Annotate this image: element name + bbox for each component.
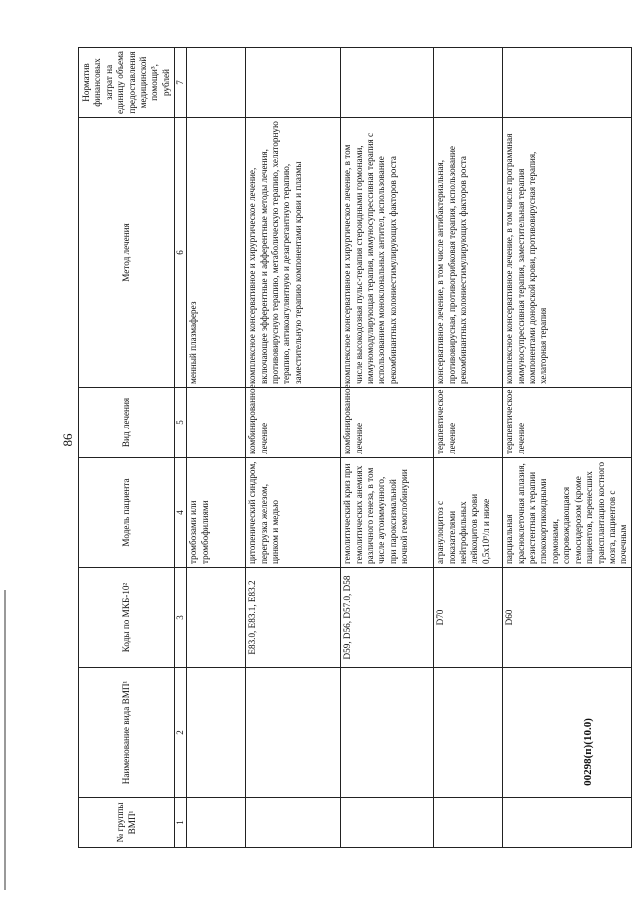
cell-model: гемолитический криз при гемолитических анемиях различного генеза, в том числе аутоиммунного, при пароксизмальной ночной гемоглобинурии — [341, 458, 434, 568]
cell-name — [434, 668, 503, 798]
column-number: 5 — [175, 388, 187, 458]
cell-model: агранулоцитоз с показателями нейтрофильных лейкоцитов крови 0,5х10⁹/л и ниже — [434, 458, 503, 568]
cell-type: терапевтическое лечение — [503, 388, 631, 458]
cell-method: комплексное консервативное лечение, в том числе программная иммуносупрессивная терапия, заместительная терапия компонентами донорской крови, противовирусная терапия, хелаторная терапия — [503, 118, 631, 388]
cell-group — [187, 798, 246, 848]
column-number: 3 — [175, 568, 187, 668]
cell-model: парциальная красноклеточная аплазия, резистентная к терапии глюкокортикоидными гормонами, сопровождающаяся гемосидерозом (кроме пациентов, перенесших трансплантацию костного мозга, пациентов с почечным — [503, 458, 631, 568]
column-number: 4 — [175, 458, 187, 568]
cell-model: цитопенический синдром, перегрузка железом, цинком и медью — [246, 458, 341, 568]
cell-type: комбинированное лечение — [341, 388, 434, 458]
rotated-table-container — [78, 48, 629, 848]
table-row — [341, 48, 434, 848]
footer-code: 00298(п)(10.0) — [582, 718, 594, 786]
header-treatment-method: Метод лечения — [79, 118, 175, 388]
cell-cost — [341, 48, 434, 118]
table-row — [434, 48, 503, 848]
cell-name — [246, 668, 341, 798]
treatment-table — [78, 47, 632, 848]
cell-model: тромбозами или тромбофилиями — [187, 458, 246, 568]
cell-method: менный плазмаферез — [187, 118, 246, 388]
header-patient-model: Модель пациента — [79, 458, 175, 568]
column-number: 7 — [175, 48, 187, 118]
table-row — [246, 48, 341, 848]
cell-name — [187, 668, 246, 798]
cell-group — [341, 798, 434, 848]
cell-cost — [434, 48, 503, 118]
cell-method: консервативное лечение, в том числе антибактериальная, противовирусная, противогрибковая терапия, использование рекомбинантных колониестимулирующих факторов роста — [434, 118, 503, 388]
cell-group — [246, 798, 341, 848]
cell-method: комплексное консервативное и хирургическое лечение, включающее эфферентные и афферентные методы лечения, противовирусную терапию, метаболическую терапию, хелаторную терапию, антикоагулянтную и дезагрегантную терапию, заместительную терапию компонентами крови и плазмы — [246, 118, 341, 388]
cell-group — [434, 798, 503, 848]
scan-edge-mark — [4, 590, 6, 890]
table-row — [187, 48, 246, 848]
column-number-row — [175, 48, 187, 848]
cell-type — [187, 388, 246, 458]
cell-type: комбинированное лечение — [246, 388, 341, 458]
cell-codes: D70 — [434, 568, 503, 668]
cell-type: терапевтическое лечение — [434, 388, 503, 458]
cell-codes: E83.0, E83.1, E83.2 — [246, 568, 341, 668]
column-number: 6 — [175, 118, 187, 388]
cell-group — [503, 798, 631, 848]
page-number: 86 — [60, 433, 75, 447]
header-treatment-type: Вид лечения — [79, 388, 175, 458]
table-header-row — [79, 48, 175, 848]
header-cost-norm: Норматив финансовых затрат на единицу объема предоставления медицинской помощи³, рублей — [79, 48, 175, 118]
cell-codes — [187, 568, 246, 668]
column-number: 2 — [175, 668, 187, 798]
header-vmp-name: Наименование вида ВМП¹ — [79, 668, 175, 798]
cell-method: комплексное консервативное и хирургическое лечение, в том числе высокодозная пульс-терапия стероидными гормонами, иммуномодулирующая терапия, иммуносупрессивная терапия с использованием моноклональных антител, использование рекомбинантных колониестимулирующих факторов роста — [341, 118, 434, 388]
cell-name — [503, 668, 631, 798]
cell-codes: D60 — [503, 568, 631, 668]
cell-cost — [246, 48, 341, 118]
table-row — [503, 48, 631, 848]
column-number: 1 — [175, 798, 187, 848]
header-icd-codes: Коды по МКБ-10² — [79, 568, 175, 668]
header-group-number: № группы ВМП¹ — [79, 798, 175, 848]
cell-name — [341, 668, 434, 798]
cell-cost — [187, 48, 246, 118]
cell-codes: D59, D56, D57.0, D58 — [341, 568, 434, 668]
cell-cost — [503, 48, 631, 118]
